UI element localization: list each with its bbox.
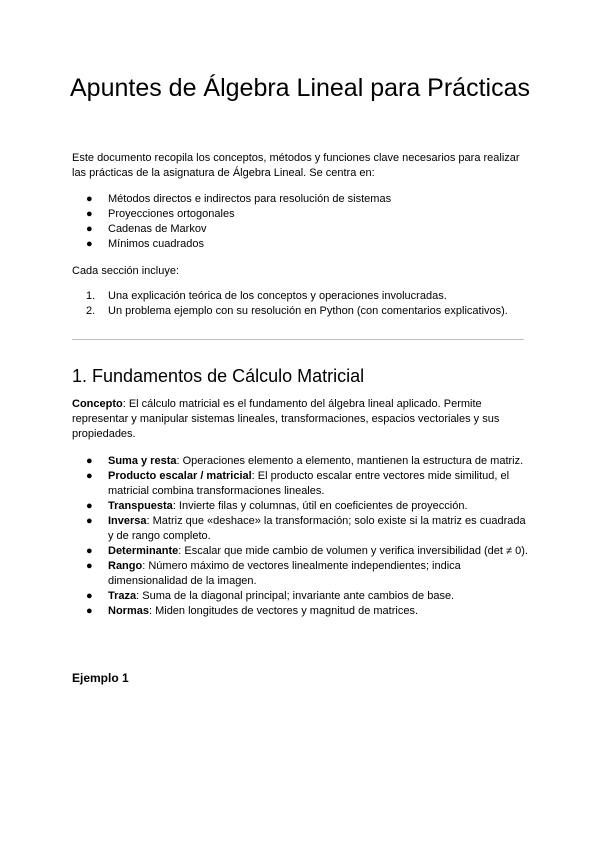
list-item: 2. Un problema ejemplo con su resolución en Python (con comentarios explicativos). bbox=[86, 305, 508, 317]
list-item: ● Determinante: Escalar que mide cambio de volumen y verifica inversibilidad (det ≠ 0). bbox=[86, 545, 528, 557]
bullet-icon: ● bbox=[86, 545, 93, 557]
example-heading: Ejemplo 1 bbox=[72, 671, 129, 685]
topics-list bbox=[72, 192, 532, 252]
list-item: ● Suma y resta: Operaciones elemento a elemento, mantienen la estructura de matriz. bbox=[86, 455, 524, 467]
section-heading: 1. Fundamentos de Cálculo Matricial bbox=[72, 366, 365, 386]
concepts-list bbox=[72, 454, 532, 619]
list-item: ● Mínimos cuadrados bbox=[86, 238, 204, 250]
bullet-icon: ● bbox=[86, 470, 93, 482]
list-number: 1. bbox=[86, 290, 96, 302]
bullet-icon: ● bbox=[86, 515, 93, 527]
section-intro: Cada sección incluye: bbox=[72, 265, 180, 277]
bullet-icon: ● bbox=[86, 223, 93, 235]
list-item: ● Traza: Suma de la diagonal principal; invariante ante cambios de base. bbox=[86, 590, 455, 602]
section-items-list bbox=[72, 289, 532, 319]
concept-paragraph: Concepto: El cálculo matricial es el fundamento del álgebra lineal aplicado. Permite representar y manipular sistemas lineales, transformaciones, espacios vectoriales y sus propiedades. bbox=[72, 398, 500, 440]
list-item: ● Inversa: Matriz que «deshace» la transformación; solo existe si la matriz es cuadrada y de rango completo. bbox=[86, 515, 526, 542]
list-item: ● Rango: Número máximo de vectores linealmente independientes; indica dimensionalidad de la imagen. bbox=[86, 560, 461, 587]
list-item: ● Normas: Miden longitudes de vectores y magnitud de matrices. bbox=[86, 605, 418, 617]
bullet-icon: ● bbox=[86, 500, 93, 512]
bullet-icon: ● bbox=[86, 193, 93, 205]
bullet-icon: ● bbox=[86, 605, 93, 617]
horizontal-divider bbox=[72, 339, 524, 340]
list-number: 2. bbox=[86, 305, 96, 317]
bullet-icon: ● bbox=[86, 590, 93, 602]
bullet-icon: ● bbox=[86, 560, 93, 572]
intro-paragraph: Este documento recopila los conceptos, métodos y funciones clave necesarios para realizar las prácticas de la asignatura de Álgebra Lineal. Se centra en: bbox=[72, 152, 520, 179]
document-title: Apuntes de Álgebra Lineal para Prácticas bbox=[69, 74, 530, 102]
bullet-icon: ● bbox=[86, 238, 93, 250]
bullet-icon: ● bbox=[86, 455, 93, 467]
list-item: ● Proyecciones ortogonales bbox=[86, 208, 235, 220]
bullet-icon: ● bbox=[86, 208, 93, 220]
list-item: 1. Una explicación teórica de los conceptos y operaciones involucradas. bbox=[86, 290, 447, 302]
list-item: ● Producto escalar / matricial: El producto escalar entre vectores mide similitud, el matricial combina transformaciones lineales. bbox=[86, 470, 510, 497]
list-item: ● Métodos directos e indirectos para resolución de sistemas bbox=[86, 193, 392, 205]
list-item: ● Transpuesta: Invierte filas y columnas, útil en coeficientes de proyección. bbox=[86, 500, 468, 512]
list-item: ● Cadenas de Markov bbox=[86, 223, 207, 235]
